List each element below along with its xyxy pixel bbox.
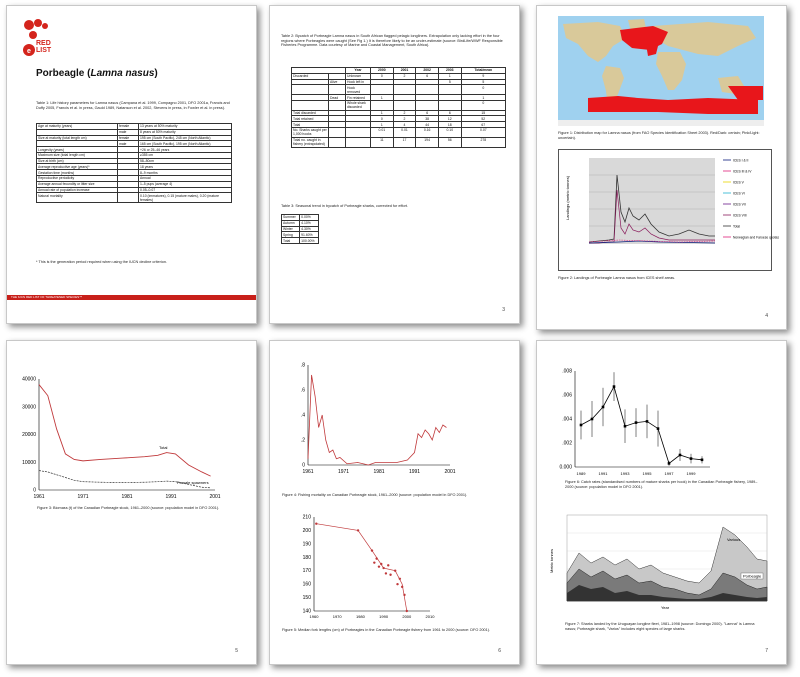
page-number: 3	[502, 307, 505, 313]
x-tick-label: 1961	[33, 494, 45, 500]
table-2-caption: Table 2: Bycatch of Porbeagle Lamna nasus in South African flagged pelagic longliners. Extrapolation only lacking effort in the four regions where Porbeagles were caught (See Fig 1.) It is therefore likely to be an under-estimate (source: BirdLife/WWF Responsible Fisheries Programme. Data courtesy of Marine and Coastal Management, South Africa).	[281, 34, 503, 48]
uruguay-landings-chart	[545, 513, 775, 613]
status-cell	[329, 128, 346, 138]
sex-cell	[118, 193, 139, 203]
biomass-chart	[9, 369, 249, 509]
category-cell	[292, 85, 329, 95]
data-point	[613, 385, 616, 388]
data-point	[635, 421, 638, 424]
fate-cell: Whole shark discarded	[346, 100, 371, 110]
category-cell: Discarded	[292, 73, 329, 79]
figure-4-caption: Figure 4: Fishing mortality on Canadian Porbeagle stock, 1961–2000 (source: population model in DFO 2001).	[282, 493, 468, 497]
fate-cell: Fin retained	[346, 95, 371, 101]
bycatch-table	[291, 67, 506, 148]
value-cell: 4.30%	[300, 226, 319, 232]
value-cell: 58–80cm	[139, 158, 232, 164]
value-cell: 12	[438, 116, 461, 122]
season-cell: Spring	[282, 232, 300, 238]
value-cell: 18	[438, 122, 461, 128]
category-cell: Total no. caught in fishery (extrapolated)	[292, 137, 329, 147]
sex-cell: female	[118, 135, 139, 141]
fishing-mortality-chart	[280, 361, 510, 481]
season-cell: Autumn	[282, 220, 300, 226]
y-tick-label: 150	[302, 595, 311, 602]
page-6	[536, 340, 787, 665]
value-cell: 1–5 pups (average 4)	[139, 181, 232, 187]
value-cell	[416, 100, 439, 110]
value-cell: 38	[416, 116, 439, 122]
biomass-y-ticks	[22, 377, 36, 494]
value-cell: 18 years	[139, 164, 232, 170]
data-point	[401, 586, 403, 588]
column-header: 2000	[371, 68, 394, 74]
value-cell: 2	[393, 110, 416, 116]
various-label: Various	[727, 537, 741, 542]
value-cell: 8 years at 50% maturity	[139, 129, 232, 135]
value-cell: Annual	[139, 176, 232, 182]
table-row	[292, 128, 506, 138]
page-5	[269, 340, 520, 665]
y-tick-label: .006	[562, 392, 572, 399]
value-cell	[371, 100, 394, 110]
page-number: 4	[765, 313, 768, 319]
value-cell: 52	[461, 116, 505, 122]
fate-cell: Hook left in	[346, 79, 371, 85]
value-cell	[393, 100, 416, 110]
table-1-footnote: * This is the generation period required when using the IUCN decline criterion.	[36, 260, 167, 264]
value-cell: 44	[416, 122, 439, 128]
biomass-x-ticks	[33, 494, 220, 500]
catch-rate-y-ticks	[559, 369, 572, 471]
table-row	[282, 238, 319, 244]
value-cell: 194	[416, 137, 439, 147]
data-point	[357, 529, 359, 531]
column-header: 2003	[438, 68, 461, 74]
y-tick-label: 190	[302, 541, 311, 548]
param-cell: Average reproductive age (years)*	[37, 164, 118, 170]
uruguay-y-axis-label: Metric tonnes	[549, 548, 554, 573]
y-tick-label: 10000	[22, 459, 36, 466]
y-tick-label: .2	[300, 437, 305, 444]
y-tick-label: 170	[302, 568, 311, 575]
data-point	[580, 424, 583, 427]
landings-y-axis-label: Landings (metric tonnes)	[565, 175, 570, 220]
y-tick-label: 40000	[22, 376, 36, 383]
category-cell: Total retained	[292, 116, 329, 122]
value-cell: 0	[461, 85, 505, 95]
x-tick-label: 2001	[444, 469, 456, 475]
value-cell: 13 years at 50% maturity	[139, 124, 232, 130]
table-row	[37, 193, 232, 203]
value-cell: 11	[371, 137, 394, 147]
data-point	[646, 420, 649, 423]
svg-text:e: e	[27, 48, 31, 55]
sex-cell: male	[118, 129, 139, 135]
catch-rate-chart	[545, 363, 725, 481]
value-cell: 15	[461, 110, 505, 116]
x-tick-label: 1971	[77, 494, 89, 500]
table-1-caption: Table 1: Life history parameters for Lamna nasus (Campana et al. 1999, Compagno 2001, DFO 2001a, Francis and Duffy 2005, Francis et al. in press, Gauld 1989, Natanson et al. 2002, Stevens in press, in Fowler et al. in press).	[36, 101, 230, 110]
y-tick-label: 0.000	[559, 464, 572, 471]
uruguay-x-axis-label: Year	[661, 605, 670, 610]
table-3-caption: Table 3: Seasonal trend in bycatch of Porbeagle sharks, corrected for effort.	[281, 204, 408, 208]
life-history-table	[36, 123, 232, 203]
category-cell	[292, 100, 329, 110]
status-cell	[329, 137, 346, 147]
data-point	[679, 454, 682, 457]
logo-text: RED LIST	[36, 40, 52, 54]
legend-entry: Total	[733, 224, 740, 229]
value-cell: 6	[416, 73, 439, 79]
param-cell: Natural mortality	[37, 193, 118, 203]
value-cell: 17	[393, 137, 416, 147]
page-footer: THE IUCN RED LIST OF THREATENED SPECIES™	[7, 295, 256, 300]
fate-cell	[346, 137, 371, 147]
value-cell: 0.16	[416, 128, 439, 138]
data-point	[701, 459, 704, 462]
x-tick-label: 2000	[402, 614, 412, 619]
x-tick-label: 1991	[165, 494, 177, 500]
figure-3-caption: Figure 3: Biomass (t) of the Canadian Porbeagle stock, 1961–2000 (source: population model in DFO 2001).	[37, 506, 220, 510]
data-point	[375, 557, 377, 559]
sex-cell: female	[118, 124, 139, 130]
y-tick-label: 30000	[22, 404, 36, 411]
data-point	[668, 462, 671, 465]
distribution-map	[558, 16, 764, 126]
category-cell: Total	[292, 122, 329, 128]
param-cell: Annual rate of population increase	[37, 187, 118, 193]
figure-2-caption: Figure 2: Landings of Porbeagle Lamna nasus from ICES shelf areas.	[558, 276, 676, 280]
fate-cell	[346, 128, 371, 138]
x-tick-label: 1989	[576, 471, 586, 476]
x-tick-label: 1981	[121, 494, 133, 500]
legend-entry: ICES III & IV	[733, 169, 752, 174]
value-cell: 56	[438, 137, 461, 147]
data-point	[387, 564, 389, 566]
legend-entry: ICES I & II	[733, 158, 749, 163]
param-cell: Gestation time (months)	[37, 170, 118, 176]
x-tick-label: 1999	[686, 471, 696, 476]
value-cell: 100.00%	[300, 238, 319, 244]
x-tick-label: 1961	[302, 469, 314, 475]
porbeagle-label: Porbeagle	[743, 573, 762, 579]
data-point	[382, 567, 384, 569]
page-number: 5	[235, 648, 238, 654]
legend-entry: ICES V	[733, 180, 744, 185]
fork-length-y-ticks	[303, 515, 312, 615]
data-point	[389, 574, 391, 576]
catch-rate-error-bars	[581, 372, 702, 466]
sex-cell: male	[118, 141, 139, 147]
table-row	[292, 100, 506, 110]
fork-length-line	[316, 524, 406, 611]
value-cell: 1	[371, 95, 394, 101]
value-cell: 4.10%	[300, 220, 319, 226]
value-cell: 6	[438, 110, 461, 116]
status-cell: Dead	[329, 95, 346, 101]
value-cell: 0.07	[461, 128, 505, 138]
page-2	[269, 5, 520, 324]
x-tick-label: 2001	[209, 494, 221, 500]
value-cell: 0	[461, 100, 505, 110]
catch-rate-points	[580, 385, 704, 464]
value-cell: 0.05–0.07	[139, 187, 232, 193]
value-cell: ≥355 cm	[139, 152, 232, 158]
female-series-label: Female spawners	[177, 480, 209, 485]
x-tick-label: 1960	[309, 614, 319, 619]
y-tick-label: 180	[302, 554, 311, 561]
column-header: 2001	[393, 68, 416, 74]
data-point	[591, 418, 594, 421]
x-tick-label: 1980	[355, 614, 365, 619]
fork-length-x-ticks	[310, 614, 436, 619]
fate-cell: Hook removed	[346, 85, 371, 95]
param-cell: Size at maturity (total length cm)	[37, 135, 118, 141]
data-point	[657, 427, 660, 430]
value-cell: 5	[461, 79, 505, 85]
value-cell: 1	[371, 110, 394, 116]
figure-1-caption: Figure 1: Distribution map for Lamna nasus (from FAO Species Identification Sheet 2003). Red/Dark: certain; Pink/Light: uncertain).	[558, 131, 760, 140]
x-tick-label: 1995	[642, 471, 652, 476]
page-title: Porbeagle (Lamna nasus)	[36, 68, 158, 79]
figure-6-caption: Figure 6: Catch rates (standardised numbers of mature sharks per hook) in the Canadian Porbeagle fishery, 1989–2000 (source: population model in DFO 2001).	[565, 480, 758, 489]
mortality-y-ticks	[301, 363, 305, 469]
value-cell: 0.01	[371, 128, 394, 138]
y-tick-label: .002	[562, 440, 572, 447]
x-tick-label: 1993	[620, 471, 630, 476]
y-tick-label: .8	[300, 362, 305, 369]
x-tick-label: 1991	[408, 469, 421, 475]
value-cell: 9	[461, 73, 505, 79]
data-point	[371, 549, 373, 551]
value-cell	[393, 85, 416, 95]
data-point	[602, 406, 605, 409]
legend-entry: ICES VII	[733, 202, 746, 207]
value-cell: 2	[393, 116, 416, 122]
x-tick-label: 1970	[332, 614, 342, 619]
value-cell: 195 cm (South Pacific), 245 cm (North Atlantic)	[139, 135, 232, 141]
value-cell: 0.00%	[300, 215, 319, 221]
value-cell: 67	[461, 122, 505, 128]
total-series-label: Total	[159, 445, 168, 450]
season-cell: Winter	[282, 226, 300, 232]
value-cell: +26 or 25–46 years	[139, 147, 232, 153]
value-cell: 1	[461, 95, 505, 101]
value-cell: 0.10 (immatures), 0.15 (mature males), 0.20 (mature females)	[139, 193, 232, 203]
catch-rate-x-ticks	[577, 471, 697, 476]
page-number: 6	[498, 648, 501, 654]
x-tick-label: 1971	[337, 469, 350, 475]
figure-7-caption: Figure 7: Sharks landed by the Uruguayan longline fleet, 1981–1998 (source: Domingo 2000). "Lamna" is Lamna nasus; Porbeagle shark, "Varios" includes eight species of large sharks.	[565, 622, 755, 631]
page-number: 7	[765, 648, 768, 654]
table-row	[292, 85, 506, 95]
data-point	[396, 583, 398, 585]
value-cell: 0.01	[393, 128, 416, 138]
data-point	[385, 572, 387, 574]
param-cell: Size at birth (cm)	[37, 158, 118, 164]
y-tick-label: 0	[33, 487, 36, 494]
value-cell: 0	[371, 116, 394, 122]
column-header: 2002	[416, 68, 439, 74]
param-cell: Reproductive periodicity	[37, 176, 118, 182]
data-point	[399, 578, 401, 580]
y-tick-label: .004	[562, 416, 572, 423]
y-tick-label: 210	[302, 514, 311, 521]
y-tick-label: .6	[300, 387, 305, 394]
param-cell: Maximum size (total length cm)	[37, 152, 118, 158]
x-tick-label: 1990	[379, 614, 389, 619]
y-tick-label: 20000	[22, 432, 36, 438]
value-cell: 0	[371, 73, 394, 79]
status-cell	[329, 100, 346, 110]
category-cell: Total discarded	[292, 110, 329, 116]
category-cell: No. Sharks caught per 1,000 hooks	[293, 128, 327, 137]
data-point	[406, 610, 408, 612]
data-point	[315, 523, 317, 525]
legend-entry: ICES VI	[733, 191, 745, 196]
legend-entry: ICES VIII	[733, 213, 747, 218]
value-cell: 6	[416, 110, 439, 116]
seasonal-table	[281, 214, 319, 244]
column-header: Year	[346, 68, 371, 74]
value-cell: 1	[371, 122, 394, 128]
status-cell	[329, 85, 346, 95]
param-cell: Age at maturity (years)	[37, 124, 118, 130]
param-cell: Average annual fecundity or litter size	[37, 181, 118, 187]
value-cell: 1	[438, 73, 461, 79]
value-cell	[438, 85, 461, 95]
value-cell: 165 cm (South Pacific), 195 cm (North Atlantic)	[139, 141, 232, 147]
value-cell: 278	[461, 137, 505, 147]
y-tick-label: 160	[302, 581, 311, 588]
value-cell: 4	[393, 122, 416, 128]
param-cell: Longevity (years)	[37, 147, 118, 153]
page-3	[536, 5, 787, 330]
data-point	[373, 561, 375, 563]
status-cell: Alive	[329, 79, 346, 85]
data-point	[378, 565, 380, 567]
y-tick-label: .4	[300, 412, 305, 419]
y-tick-label: 200	[302, 527, 311, 534]
y-tick-label: .008	[562, 368, 572, 375]
column-header: Total/mean	[461, 68, 505, 74]
fate-cell: Unknown	[346, 73, 371, 79]
mortality-x-ticks	[302, 469, 455, 475]
season-cell: Total	[282, 238, 300, 244]
species-name: Lamna nasus	[90, 68, 155, 79]
value-cell: 0.10	[438, 128, 461, 138]
table-row	[292, 137, 506, 147]
x-tick-label: 1991	[598, 471, 608, 476]
data-point	[624, 425, 627, 428]
data-point	[690, 457, 693, 460]
y-tick-label: 140	[302, 608, 311, 615]
mortality-line	[308, 375, 446, 465]
fork-length-chart	[280, 513, 510, 623]
figure-5-caption: Figure 5: Median fork lengths (cm) of Porbeagles in the Canadian Porbeagle fishery from 1961 to 2000 (source: DFO 2001).	[282, 628, 491, 632]
data-point	[403, 594, 405, 596]
legend-entry: Norwegian and Faroese quotas	[733, 235, 780, 240]
x-tick-label: 1981	[373, 469, 385, 475]
value-cell: 5	[438, 79, 461, 85]
value-cell	[371, 85, 394, 95]
value-cell	[438, 100, 461, 110]
catch-rate-line	[581, 387, 702, 464]
landings-chart	[558, 149, 780, 271]
season-cell: Summer	[282, 215, 300, 221]
value-cell: 91.60%	[300, 232, 319, 238]
data-point	[394, 570, 396, 572]
page-4	[6, 340, 257, 665]
value-cell	[416, 85, 439, 95]
x-tick-label: 1997	[664, 471, 674, 476]
y-tick-label: 0	[302, 462, 305, 469]
page-1	[6, 5, 257, 324]
data-point	[380, 563, 382, 565]
biomass-total-line	[39, 385, 211, 477]
value-cell: 8–9 months	[139, 170, 232, 176]
x-tick-label: 2010	[425, 614, 435, 619]
value-cell: 2	[393, 73, 416, 79]
